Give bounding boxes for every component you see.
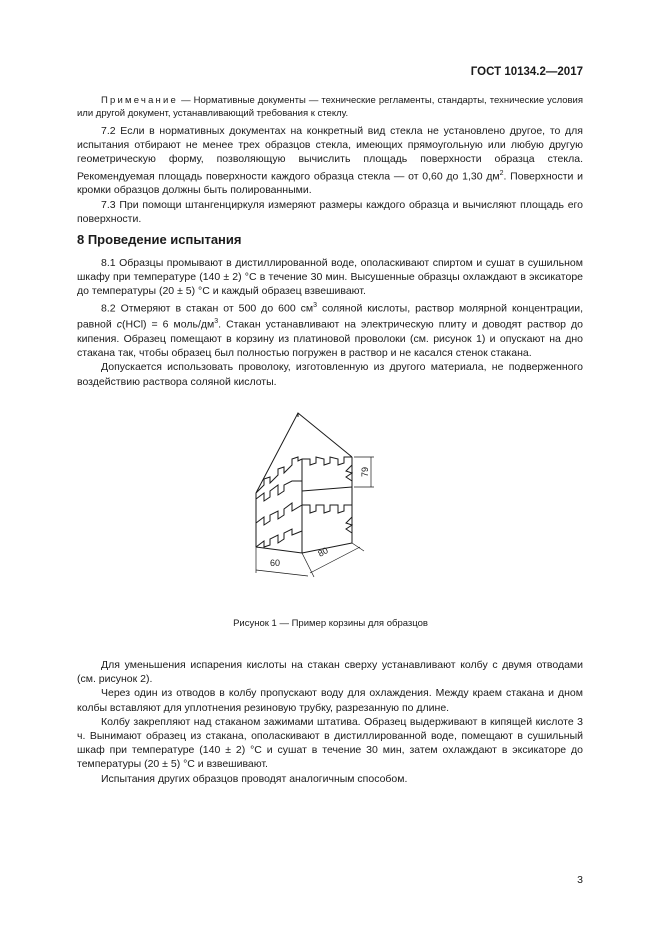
paragraph-after-4: Испытания других образцов проводят аналогичным способом. bbox=[101, 772, 408, 785]
page-number: 3 bbox=[577, 874, 583, 886]
note-paragraph bbox=[77, 94, 583, 120]
p8-2-a: 8.2 Отмеряют в стакан от 500 до 600 см bbox=[101, 302, 314, 315]
paragraph-after-1: Для уменьшения испарения кислоты на стакан сверху устанавливают колбу с двумя отводами (см. рисунок 2). bbox=[77, 659, 583, 686]
after-figure-body bbox=[77, 658, 583, 786]
p7-2-text-end: . Поверхности и кромки образцов должны быть полированными. bbox=[77, 170, 583, 197]
paragraph-after-2: Через один из отводов в колбу пропускают воду для охлаждения. Между краем стакана и дном колбы вставляют для уплотнения резиновую трубку, разрезанную по длине. bbox=[77, 687, 583, 714]
p8-2-e: . Стакан устанавливают на электрическую плиту и доводят раствор до кипения. Образец помещают в корзину из платиновой проволоки (см. рисунок 1) и опускают на дно стакана так, чтобы образец был полностью погружен в раствор и не касался стенок стакана. bbox=[77, 318, 583, 360]
paragraph-8-1: 8.1 Образцы промывают в дистиллированной воде, ополаскивают спиртом и сушат в сушильном шкафу при температуре (140 ± 2) °С в течение 30 мин. Высушенные образцы охлаждают в эксикаторе до температуры (20 ± 5) °С и каждый образец взвешивают. bbox=[77, 257, 583, 298]
basket-figure bbox=[240, 405, 390, 585]
p7-2-text: 7.2 Если в нормативных документах на конкретный вид стекла не установлено другое, то для испытания отбирают не менее трех образцов стекла, имеющих прямоугольную или любую другую геометрическую форму, позволяющую вычислить площадь поверхности образца стекла. Рекомендуемая площадь поверхности каждого образца стекла — от 0,60 до 1,30 дм bbox=[77, 125, 583, 183]
note-text: — Нормативные документы — технические регламенты, стандарты, технические условия или другой документ, устанавливающий требования к стеклу. bbox=[77, 95, 583, 119]
note-label: Примечание bbox=[101, 95, 178, 106]
section-8-title: 8 Проведение испытания bbox=[77, 232, 242, 247]
paragraph-8-2 bbox=[77, 299, 583, 361]
dim-depth-label: 80 bbox=[316, 545, 330, 559]
paragraph-7-2 bbox=[77, 124, 583, 226]
paragraph-after-3: Колбу закрепляют над стаканом зажимами штатива. Образец выдерживают в кипящей кислоте 3 ч. Вынимают образец из стакана, ополаскивают в дистиллированной воде, помещают в сушильный шкаф при температуре (140 ± 2) °С и сушат в течение 30 мин, затем охлаждают в эксикаторе до температуры (20 ± 5) °С и взвешивают. bbox=[77, 715, 583, 771]
figure-caption: Рисунок 1 — Пример корзины для образцов bbox=[233, 618, 428, 629]
dim-height-label: 79 bbox=[360, 466, 370, 477]
p7-2-sup: 2 bbox=[499, 169, 504, 177]
p8-2-d: (HCl) = 6 моль/дм bbox=[122, 318, 215, 331]
paragraph-7-3: 7.3 При помощи штангенциркуля измеряют размеры каждого образца и вычисляют площадь его поверхности. bbox=[77, 198, 583, 225]
p8-2-sup1: 3 bbox=[313, 301, 318, 309]
p8-2-sup2: 3 bbox=[214, 318, 219, 326]
basket-front-face bbox=[256, 457, 302, 493]
paragraph-allowed: Допускается использовать проволоку, изготовленную из другого материала, не подверженного воздействию раствора соляной кислоты. bbox=[77, 361, 583, 388]
p8-2-b: соляной кислоты, раствор молярной концентрации, равной bbox=[77, 302, 584, 331]
dim-width-label: 60 bbox=[270, 558, 281, 568]
section-8-body bbox=[77, 256, 583, 389]
p8-2-c: c bbox=[116, 318, 123, 331]
document-id: ГОСТ 10134.2—2017 bbox=[470, 66, 583, 78]
